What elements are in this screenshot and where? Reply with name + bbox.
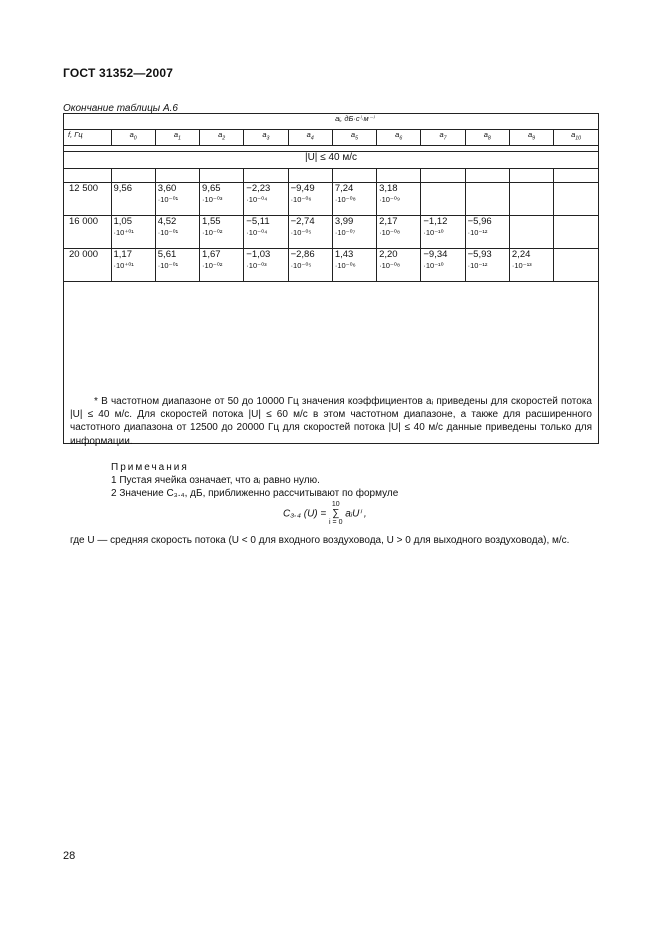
coef-cell-a5 — [332, 183, 376, 216]
sum-upper-limit: 10 — [331, 501, 340, 508]
spacer-row — [64, 169, 598, 183]
coef-cell-a5 — [332, 216, 376, 249]
coef-cell-a2 — [200, 216, 244, 249]
exponent: ·10⁺⁰¹ — [113, 228, 134, 237]
coef-cell-a6 — [377, 249, 421, 282]
exponent: ·10⁻¹³ — [511, 261, 532, 270]
coef-header-a9: $a_9$ — [509, 130, 553, 146]
where-text: где U — средняя скорость потока (U < 0 для входного воздуховода, U > 0 для выходного воздуховода), м/с. — [70, 535, 570, 546]
coef-header-a2: $a_2$ — [200, 130, 244, 146]
mantissa: 9,65 — [202, 183, 221, 194]
coef-cell-a3 — [244, 216, 288, 249]
mantissa: 1,05 — [113, 216, 132, 227]
coef-cell-a9 — [509, 249, 553, 282]
exponent: ·10⁻⁰⁴ — [246, 195, 268, 204]
footnote: * В частотном диапазоне от 50 до 10000 Гц значения коэффициентов aᵢ приведены для скоростей потока |U| ≤ 40 м/с. Для скоростей потока |U| ≤ 60 м/с в этом частотном диапазоне, а также для расширенного частотного диапазона от 12500 до 20000 Гц для скоростей потока |U| ≤ 40 м/с данные приведены только для информации. — [70, 396, 592, 447]
coef-header-a10: $a_{10}$ — [554, 130, 598, 146]
coef-cell-a1 — [155, 183, 199, 216]
exponent: ·10⁻¹⁰ — [423, 228, 444, 237]
note-2: 2 Значение C₃.₄, дБ, приближенно рассчитывают по формуле — [111, 488, 399, 500]
exponent: ·10⁻⁰⁵ — [290, 261, 312, 270]
coef-cell-a3 — [244, 249, 288, 282]
coef-cell-a3 — [244, 183, 288, 216]
coef-cell-a0 — [111, 216, 155, 249]
coef-header-a4: $a_4$ — [288, 130, 332, 146]
mantissa: −1,03 — [246, 249, 271, 260]
formula-rhs: aᵢUⁱ , — [345, 508, 367, 520]
exponent: ·10⁻⁰² — [202, 228, 223, 237]
freq-cell: 12 500 — [64, 183, 111, 216]
mantissa: −2,86 — [290, 249, 315, 260]
exponent: ·10⁻⁰¹ — [157, 195, 179, 204]
exponent: ·10⁻¹² — [467, 261, 488, 270]
unit-label: aᵢ, дБ·cⁱ·м⁻ⁱ — [111, 114, 598, 130]
table-caption: Окончание таблицы А.6 — [63, 103, 178, 114]
note-1: 1 Пустая ячейка означает, что aᵢ равно нулю. — [111, 475, 320, 487]
coef-cell-a9 — [509, 216, 553, 249]
coef-cell-a8 — [465, 249, 509, 282]
mantissa: 1,17 — [113, 249, 132, 260]
mantissa: 1,55 — [202, 216, 221, 227]
coef-cell-a0 — [111, 249, 155, 282]
coef-cell-a6 — [377, 216, 421, 249]
coef-cell-a4 — [288, 216, 332, 249]
freq-cell: 20 000 — [64, 249, 111, 282]
exponent: ·10⁻⁰¹ — [157, 261, 179, 270]
standard-title: ГОСТ 31352—2007 — [63, 66, 174, 80]
sum-operator — [329, 501, 342, 527]
mantissa: 3,18 — [379, 183, 398, 194]
mantissa: 2,17 — [379, 216, 398, 227]
freq-cell: 16 000 — [64, 216, 111, 249]
coef-header-a3: $a_3$ — [244, 130, 288, 146]
coef-cell-a6 — [377, 183, 421, 216]
mantissa: −5,93 — [467, 249, 492, 260]
unit-row — [64, 114, 598, 130]
coef-cell-a1 — [155, 249, 199, 282]
mantissa: 2,20 — [379, 249, 398, 260]
table-row — [64, 249, 598, 282]
exponent: ·10⁻⁰⁸ — [379, 261, 401, 270]
coef-cell-a8 — [465, 216, 509, 249]
mantissa: 4,52 — [157, 216, 177, 227]
coef-cell-a10 — [554, 249, 598, 282]
coef-cell-a10 — [554, 216, 598, 249]
exponent: ·10⁻¹² — [467, 228, 488, 237]
coef-cell-a0 — [111, 183, 155, 216]
table-row — [64, 216, 598, 249]
coef-cell-a2 — [200, 249, 244, 282]
table-row — [64, 183, 598, 216]
coef-cell-a1 — [155, 216, 199, 249]
exponent: ·10⁻⁰⁸ — [334, 195, 356, 204]
coef-cell-a5 — [332, 249, 376, 282]
exponent: ·10⁻⁰⁶ — [334, 261, 356, 270]
header-row — [64, 130, 598, 146]
coef-cell-a8 — [465, 183, 509, 216]
sum-sign: ∑ — [332, 508, 340, 519]
mantissa: −2,74 — [290, 216, 315, 227]
notes-heading: Примечания — [111, 461, 189, 473]
exponent: ·10⁻⁰⁹ — [379, 195, 401, 204]
mantissa: −5,11 — [246, 216, 270, 227]
condition-row — [64, 152, 598, 169]
mantissa: −2,23 — [246, 183, 271, 194]
coef-cell-a9 — [509, 183, 553, 216]
mantissa: 1,43 — [334, 249, 354, 260]
coef-cell-a7 — [421, 249, 465, 282]
mantissa: −1,12 — [423, 216, 448, 227]
col-freq-header: f, Гц — [64, 130, 111, 146]
mantissa: 1,67 — [202, 249, 221, 260]
coef-header-a5: $a_5$ — [332, 130, 376, 146]
mantissa: −5,96 — [467, 216, 492, 227]
mantissa: 5,61 — [157, 249, 177, 260]
mantissa: 3,60 — [157, 183, 177, 194]
exponent: ·10⁻⁰⁶ — [290, 195, 312, 204]
formula-lhs: C₃.₄ (U) = — [283, 508, 327, 520]
coef-cell-a7 — [421, 216, 465, 249]
coef-cell-a7 — [421, 183, 465, 216]
mantissa: −9,34 — [423, 249, 448, 260]
coef-header-a0: $a_0$ — [111, 130, 155, 146]
exponent: ·10⁻⁰⁵ — [290, 228, 312, 237]
mantissa: 3,99 — [334, 216, 354, 227]
formula — [283, 501, 367, 527]
exponent: ·10⁻⁰¹ — [157, 228, 179, 237]
coef-header-a1: $a_1$ — [155, 130, 199, 146]
exponent: ·10⁻¹⁰ — [423, 261, 444, 270]
exponent: ·10⁻⁰⁸ — [379, 228, 401, 237]
exponent: ·10⁻⁰⁷ — [334, 228, 356, 237]
coefficients-table — [64, 114, 598, 282]
coef-cell-a2 — [200, 183, 244, 216]
mantissa: 7,24 — [334, 183, 354, 194]
mantissa: 2,24 — [511, 249, 531, 260]
exponent: ·10⁻⁰³ — [246, 261, 267, 270]
condition-label: |U| ≤ 40 м/с — [64, 152, 598, 169]
exponent: ·10⁺⁰¹ — [113, 261, 134, 270]
coef-header-a6: $a_6$ — [377, 130, 421, 146]
coef-cell-a4 — [288, 249, 332, 282]
mantissa: 9,56 — [113, 183, 132, 194]
coef-cell-a4 — [288, 183, 332, 216]
mantissa: −9,49 — [290, 183, 315, 194]
notes-block — [64, 385, 598, 546]
coef-header-a8: $a_8$ — [465, 130, 509, 146]
exponent: ·10⁻⁰⁴ — [246, 228, 268, 237]
coef-cell-a10 — [554, 183, 598, 216]
table-frame — [63, 113, 599, 546]
exponent: ·10⁻⁰³ — [202, 195, 223, 204]
coef-header-a7: $a_7$ — [421, 130, 465, 146]
sum-lower-limit: i = 0 — [329, 519, 343, 526]
page-number: 28 — [63, 850, 76, 862]
exponent: ·10⁻⁰² — [202, 261, 223, 270]
